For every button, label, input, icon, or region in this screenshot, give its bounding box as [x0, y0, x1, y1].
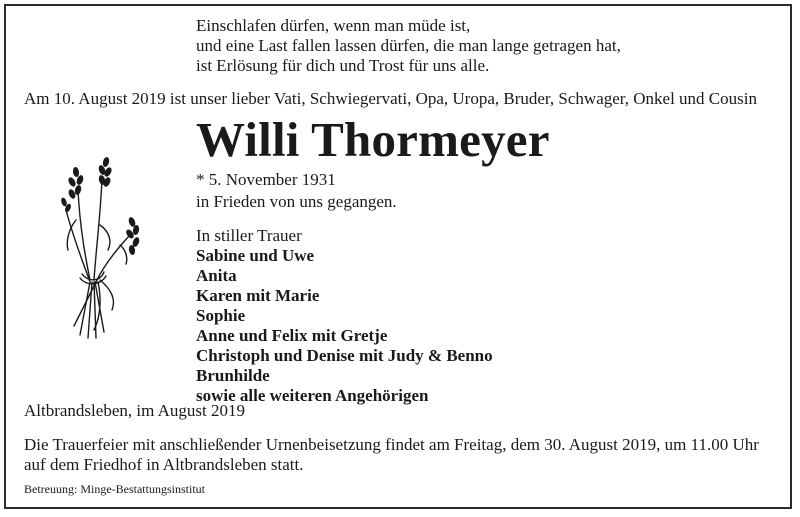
mourner-name: Anita: [196, 266, 237, 285]
poem-line: ist Erlösung für dich und Trost für uns alle.: [196, 56, 490, 75]
poem-line: Einschlafen dürfen, wenn man müde ist,: [196, 16, 471, 35]
mourner-name: Anne und Felix mit Gretje: [196, 326, 388, 345]
poem: [196, 16, 621, 76]
service-line: Die Trauerfeier mit anschließender Urnenbeisetzung findet am Freitag, dem 30. August 2019, um 11.00 Uhr: [24, 435, 759, 454]
mourner-name: sowie alle weiteren Angehörigen: [196, 386, 429, 405]
mourning-heading: In stiller Trauer: [196, 226, 302, 245]
funeral-home-credit: Betreuung: Minge-Bestattungsinstitut: [24, 482, 205, 496]
deceased-name: Willi Thormeyer: [196, 112, 550, 167]
passed-text: in Frieden von uns gegangen.: [196, 192, 397, 211]
funeral-service-info: [24, 435, 759, 475]
mourner-name: Karen mit Marie: [196, 286, 320, 305]
mourner-name: Sophie: [196, 306, 246, 325]
mourner-name: Brunhilde: [196, 366, 270, 385]
wheat-bundle-icon: [50, 150, 160, 345]
mourners-list: [196, 226, 493, 406]
poem-line: und eine Last fallen lassen dürfen, die man lange getragen hat,: [196, 36, 621, 55]
birth-date: * 5. November 1931: [196, 170, 336, 189]
place-date: Altbrandsleben, im August 2019: [24, 401, 245, 420]
intro-text: Am 10. August 2019 ist unser lieber Vati, Schwiegervati, Opa, Uropa, Bruder, Schwager, Onkel und Cousin: [24, 89, 757, 108]
mourner-name: Christoph und Denise mit Judy & Benno: [196, 346, 493, 365]
mourner-name: Sabine und Uwe: [196, 246, 315, 265]
service-line: auf dem Friedhof in Altbrandsleben statt.: [24, 455, 304, 474]
